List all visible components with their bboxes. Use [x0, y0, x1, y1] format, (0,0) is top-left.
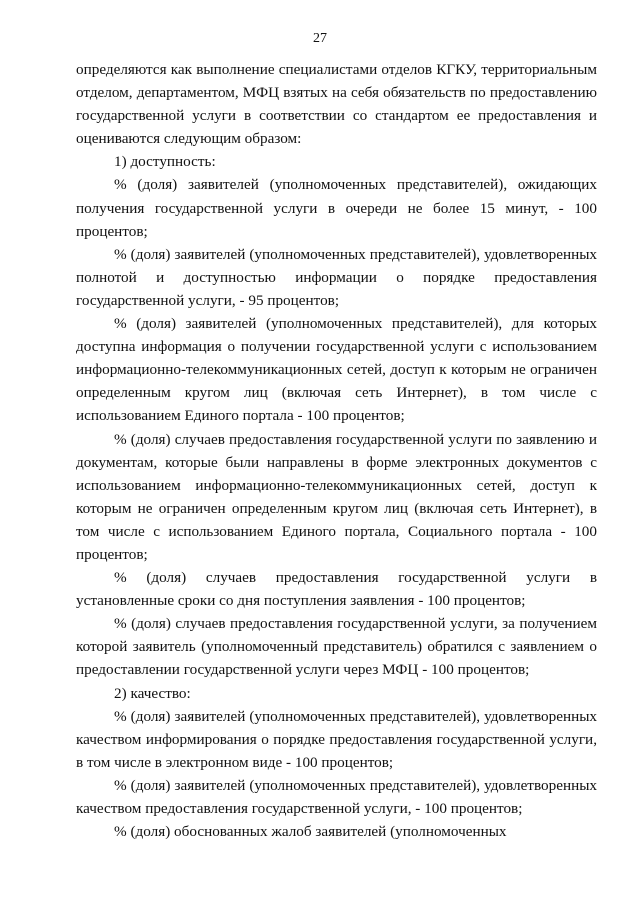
paragraph-6: % (доля) случаев предоставления государственной услуги по заявлению и документам, которые были направлены в форме электронных документов с использованием информационно-телекоммуникационных сетей, доступ к которым не ограничен определенным кругом лиц (включая сеть Интернет), в том числе с использованием Единого портала, Социального портала - 100 процентов; [76, 430, 597, 563]
paragraph-4: % (доля) заявителей (уполномоченных представителей), удовлетворенных полнотой и доступностью информации о порядке предоставления государственной услуги, - 95 процентов; [76, 245, 597, 309]
page-number: 27 [313, 31, 327, 46]
paragraph-3: % (доля) заявителей (уполномоченных представителей), ожидающих получения государственной услуги в очереди не более 15 минут, - 100 процентов; [76, 176, 597, 240]
paragraph-8: % (доля) случаев предоставления государственной услуги, за получением которой заявитель (уполномоченный представитель) обратился с заявлением о предоставлении государственной услуги через МФЦ - 100 процентов; [76, 615, 597, 679]
paragraph-9: 2) качество: [114, 684, 191, 702]
paragraph-1: определяются как выполнение специалистами отделов КГКУ, территориальным отделом, департаментом, МФЦ взятых на себя обязательств по предоставлению государственной услуги в соответствии со стандартом ее предоставления и оцениваются следующим образом: [76, 61, 597, 148]
paragraph-7: % (доля) случаев предоставления государственной услуги в установленные сроки со дня поступления заявления - 100 процентов; [76, 569, 597, 610]
document-body [76, 58, 597, 843]
paragraph-12: % (доля) обоснованных жалоб заявителей (уполномоченных [114, 823, 507, 841]
paragraph-10: % (доля) заявителей (уполномоченных представителей), удовлетворенных качеством информирования о порядке предоставления государственной услуги, в том числе в электронном виде - 100 процентов; [76, 707, 597, 771]
paragraph-2: 1) доступность: [114, 153, 216, 171]
paragraph-11: % (доля) заявителей (уполномоченных представителей), удовлетворенных качеством предоставления государственной услуги, - 100 процентов; [76, 776, 597, 817]
paragraph-5: % (доля) заявителей (уполномоченных представителей), для которых доступна информация о получении государственной услуги с использованием информационно-телекоммуникационных сетей, доступ к которым не ограничен определенным кругом лиц (включая сеть Интернет), в том числе с использованием Единого портала - 100 процентов; [76, 315, 597, 425]
